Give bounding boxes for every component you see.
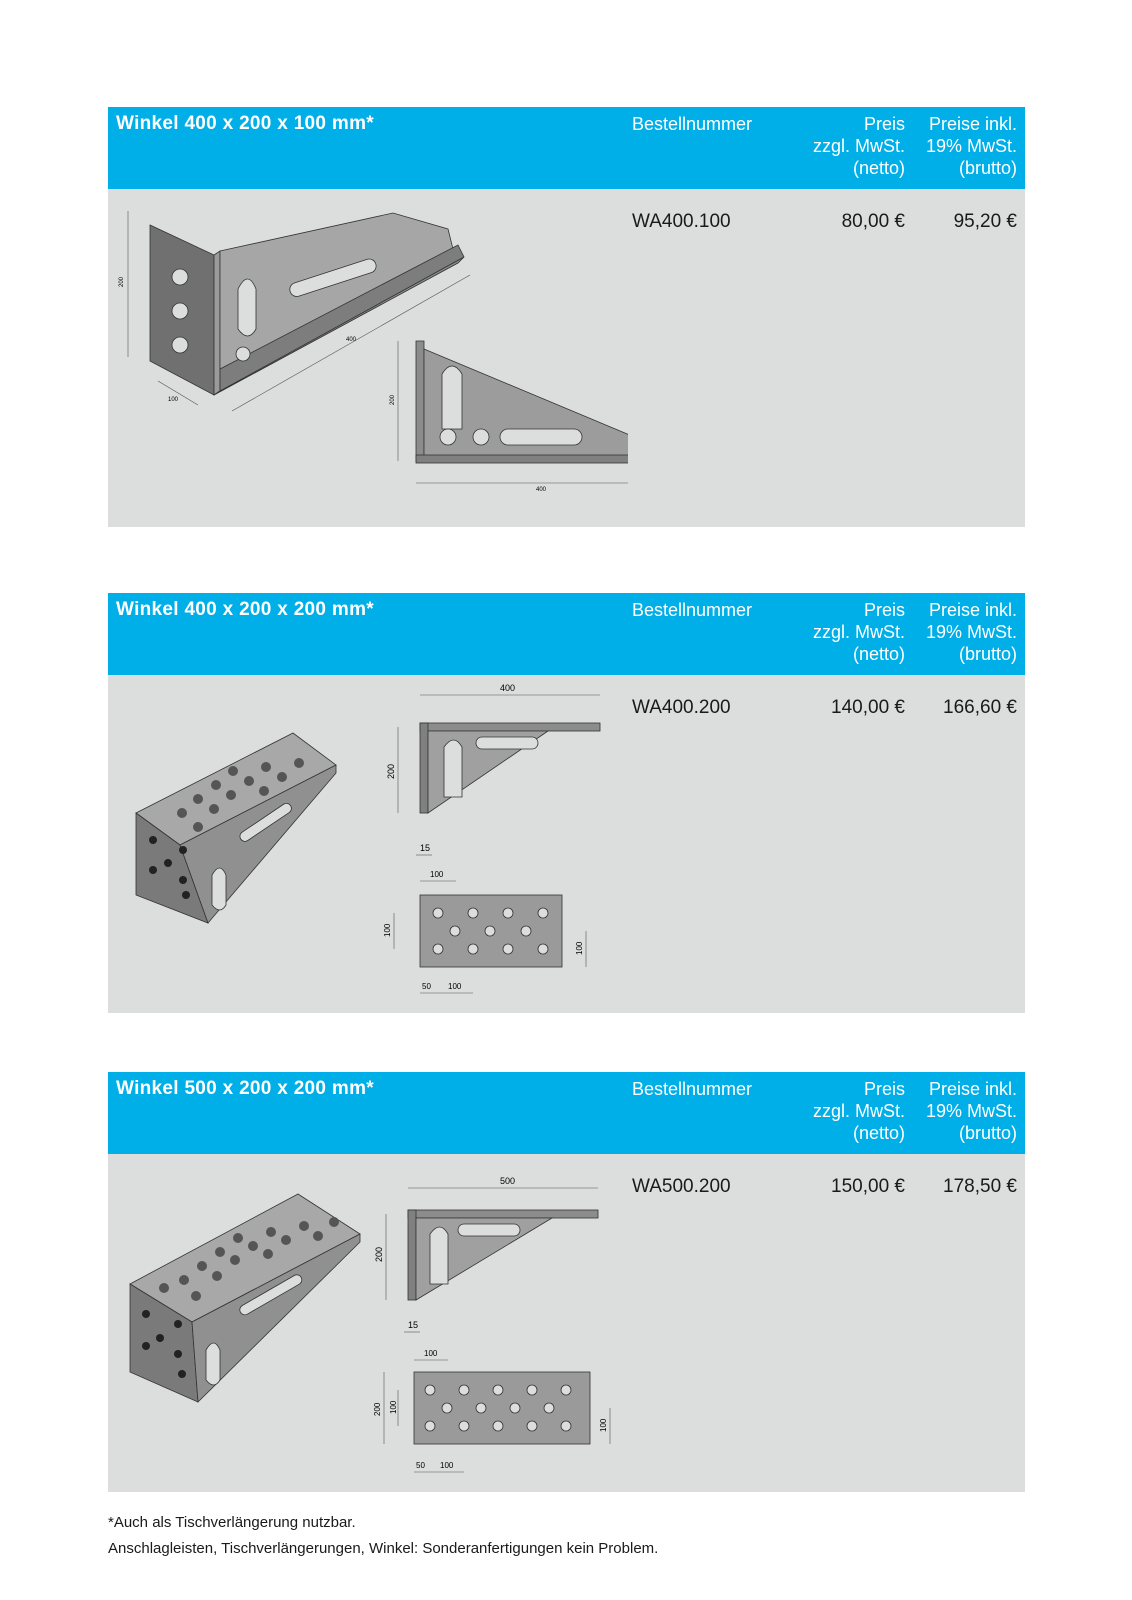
dim-label: 100	[424, 1349, 438, 1358]
product-card-wa400-100	[108, 107, 1025, 527]
price-net: 140,00 €	[831, 697, 905, 718]
dim-label: 400	[346, 337, 357, 343]
product-body	[108, 1154, 1025, 1492]
product-header	[108, 593, 1025, 675]
dim-label: 100	[383, 923, 392, 937]
product-body	[108, 189, 1025, 527]
price-net: 150,00 €	[831, 1176, 905, 1197]
plan-view	[414, 1372, 590, 1444]
gross-price-header: Preise inkl. 19% MwSt. (brutto)	[925, 600, 1017, 664]
order-number: WA400.100	[632, 211, 731, 232]
footnote-custom: Anschlagleisten, Tischverlängerungen, Winkel: Sonderanfertigungen kein Problem.	[108, 1540, 659, 1557]
product-header	[108, 1072, 1025, 1154]
isometric-view	[136, 733, 336, 923]
order-number-header: Bestellnummer	[632, 114, 753, 134]
side-view	[416, 341, 628, 463]
product-title: Winkel 500 x 200 x 200 mm*	[116, 1078, 374, 1099]
dim-label: 400	[500, 683, 516, 693]
angle-bracket-illustration	[108, 189, 628, 527]
product-title: Winkel 400 x 200 x 200 mm*	[116, 599, 374, 620]
gross-price-header: Preise inkl. 19% MwSt. (brutto)	[925, 1079, 1017, 1143]
dim-label: 100	[575, 941, 584, 955]
angle-bracket-illustration	[108, 675, 628, 1013]
dim-label: 100	[430, 870, 444, 879]
product-card-wa500-200	[108, 1072, 1025, 1492]
net-price-header: Preis zzgl. MwSt. (netto)	[812, 600, 905, 664]
dim-label: 200	[386, 763, 396, 779]
side-view	[420, 723, 600, 813]
product-body	[108, 675, 1025, 1013]
product-title: Winkel 400 x 200 x 100 mm*	[116, 113, 374, 134]
dim-label: 400	[536, 487, 547, 493]
net-price-header: Preis zzgl. MwSt. (netto)	[812, 114, 905, 178]
dim-label: 200	[373, 1402, 382, 1416]
dim-label: 50	[422, 982, 431, 991]
product-card-wa400-200	[108, 593, 1025, 1013]
footer-notes	[108, 1510, 658, 1562]
dim-label: 100	[168, 397, 179, 403]
dim-label: 200	[374, 1246, 384, 1262]
order-number: WA500.200	[632, 1176, 731, 1197]
order-number-header: Bestellnummer	[632, 1079, 753, 1099]
gross-price-header: Preise inkl. 19% MwSt. (brutto)	[925, 114, 1017, 178]
price-net: 80,00 €	[841, 211, 905, 232]
price-gross: 178,50 €	[943, 1176, 1017, 1197]
dim-label: 500	[500, 1176, 516, 1186]
net-price-header: Preis zzgl. MwSt. (netto)	[812, 1079, 905, 1143]
order-number-header: Bestellnummer	[632, 600, 753, 620]
dim-label: 15	[420, 843, 431, 853]
footnote: *Auch als Tischverlängerung nutzbar.	[108, 1514, 356, 1531]
angle-bracket-illustration	[108, 1154, 628, 1492]
dim-label: 100	[389, 1400, 398, 1414]
dim-label: 200	[390, 394, 396, 405]
dim-label: 100	[448, 982, 462, 991]
price-gross: 95,20 €	[953, 211, 1017, 232]
dim-label: 100	[599, 1418, 608, 1432]
product-header	[108, 107, 1025, 189]
dim-label: 200	[119, 276, 125, 287]
order-number: WA400.200	[632, 697, 731, 718]
side-view	[408, 1210, 598, 1300]
dim-label: 100	[440, 1461, 454, 1470]
dim-label: 50	[416, 1461, 425, 1470]
isometric-view	[130, 1194, 360, 1402]
plan-view	[420, 895, 562, 967]
price-gross: 166,60 €	[943, 697, 1017, 718]
dim-label: 15	[408, 1320, 419, 1330]
